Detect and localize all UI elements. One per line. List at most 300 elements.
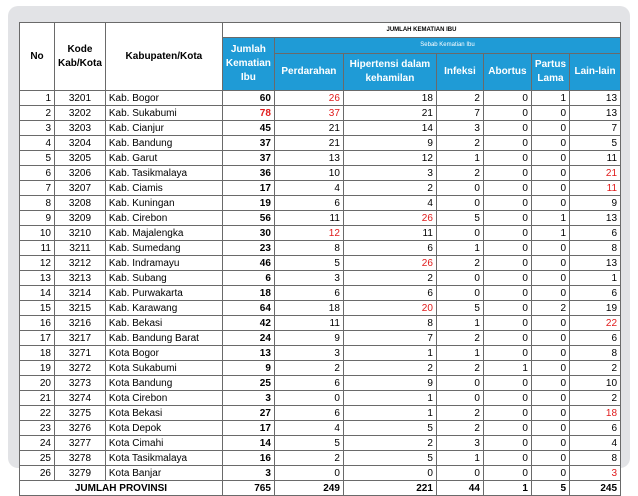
row-infeksi: 1: [436, 316, 483, 331]
row-kode: 3203: [55, 121, 106, 136]
table-row: [20, 391, 621, 406]
row-perdarahan: 6: [274, 196, 343, 211]
table-row: [20, 271, 621, 286]
row-hipertensi: 26: [343, 211, 436, 226]
row-kode: 3275: [55, 406, 106, 421]
header-cause: Hipertensi dalam kehamilan: [343, 53, 436, 90]
total-value: 5: [531, 481, 569, 496]
row-perdarahan: 11: [274, 316, 343, 331]
row-kode: 3202: [55, 106, 106, 121]
row-kode: 3214: [55, 286, 106, 301]
row-kode: 3209: [55, 211, 106, 226]
row-kode: 3273: [55, 376, 106, 391]
row-jumlah: 23: [222, 241, 274, 256]
row-perdarahan: 5: [274, 256, 343, 271]
total-value: 221: [343, 481, 436, 496]
row-hipertensi: 7: [343, 331, 436, 346]
total-label: JUMLAH PROVINSI: [20, 481, 223, 496]
table-row: [20, 136, 621, 151]
row-no: 18: [20, 346, 55, 361]
row-hipertensi: 21: [343, 106, 436, 121]
row-infeksi: 7: [436, 106, 483, 121]
row-kabupaten: Kab. Cirebon: [105, 211, 222, 226]
row-infeksi: 2: [436, 256, 483, 271]
table-row: [20, 166, 621, 181]
row-kabupaten: Kota Banjar: [105, 466, 222, 481]
header-kode: Kode Kab/Kota: [55, 23, 106, 91]
row-jumlah: 17: [222, 181, 274, 196]
row-partus-lama: 0: [531, 271, 569, 286]
row-no: 12: [20, 256, 55, 271]
row-kode: 3213: [55, 271, 106, 286]
row-lain-lain: 19: [570, 301, 621, 316]
row-lain-lain: 2: [570, 361, 621, 376]
row-abortus: 0: [483, 106, 531, 121]
row-kabupaten: Kab. Bekasi: [105, 316, 222, 331]
row-no: 25: [20, 451, 55, 466]
row-no: 5: [20, 151, 55, 166]
row-kabupaten: Kab. Sukabumi: [105, 106, 222, 121]
row-perdarahan: 6: [274, 286, 343, 301]
row-hipertensi: 6: [343, 241, 436, 256]
row-abortus: 0: [483, 451, 531, 466]
row-infeksi: 0: [436, 181, 483, 196]
row-jumlah: 3: [222, 466, 274, 481]
row-hipertensi: 12: [343, 151, 436, 166]
row-kode: 3272: [55, 361, 106, 376]
row-jumlah: 14: [222, 436, 274, 451]
row-abortus: 0: [483, 421, 531, 436]
header-cause: Infeksi: [436, 53, 483, 90]
row-abortus: 0: [483, 346, 531, 361]
row-abortus: 0: [483, 166, 531, 181]
row-lain-lain: 11: [570, 181, 621, 196]
row-hipertensi: 0: [343, 466, 436, 481]
row-hipertensi: 5: [343, 421, 436, 436]
row-no: 4: [20, 136, 55, 151]
row-kabupaten: Kota Bekasi: [105, 406, 222, 421]
row-hipertensi: 20: [343, 301, 436, 316]
row-partus-lama: 0: [531, 286, 569, 301]
row-partus-lama: 0: [531, 256, 569, 271]
row-jumlah: 3: [222, 391, 274, 406]
row-no: 17: [20, 331, 55, 346]
row-abortus: 0: [483, 211, 531, 226]
row-abortus: 0: [483, 466, 531, 481]
row-partus-lama: 0: [531, 451, 569, 466]
row-jumlah: 60: [222, 91, 274, 106]
row-hipertensi: 6: [343, 286, 436, 301]
row-infeksi: 1: [436, 451, 483, 466]
row-kabupaten: Kab. Tasikmalaya: [105, 166, 222, 181]
row-abortus: 0: [483, 136, 531, 151]
row-lain-lain: 13: [570, 106, 621, 121]
row-jumlah: 13: [222, 346, 274, 361]
header-jumlah: Jumlah Kematian Ibu: [222, 38, 274, 91]
row-infeksi: 2: [436, 136, 483, 151]
row-hipertensi: 14: [343, 121, 436, 136]
row-infeksi: 2: [436, 166, 483, 181]
row-hipertensi: 18: [343, 91, 436, 106]
row-perdarahan: 11: [274, 211, 343, 226]
table-row: [20, 256, 621, 271]
row-perdarahan: 3: [274, 271, 343, 286]
row-abortus: 0: [483, 151, 531, 166]
row-kode: 3271: [55, 346, 106, 361]
row-jumlah: 17: [222, 421, 274, 436]
row-jumlah: 37: [222, 136, 274, 151]
row-partus-lama: 0: [531, 196, 569, 211]
row-infeksi: 1: [436, 241, 483, 256]
row-lain-lain: 8: [570, 346, 621, 361]
row-no: 14: [20, 286, 55, 301]
row-partus-lama: 0: [531, 181, 569, 196]
row-kabupaten: Kab. Bandung: [105, 136, 222, 151]
row-partus-lama: 0: [531, 361, 569, 376]
row-abortus: 0: [483, 286, 531, 301]
row-abortus: 0: [483, 256, 531, 271]
row-infeksi: 3: [436, 121, 483, 136]
row-jumlah: 78: [222, 106, 274, 121]
row-hipertensi: 2: [343, 181, 436, 196]
row-no: 6: [20, 166, 55, 181]
row-hipertensi: 2: [343, 271, 436, 286]
row-kode: 3212: [55, 256, 106, 271]
header-cause: Partus Lama: [531, 53, 569, 90]
row-hipertensi: 3: [343, 166, 436, 181]
row-kode: 3277: [55, 436, 106, 451]
header-sebab: Sebab Kematian Ibu: [274, 38, 620, 54]
row-perdarahan: 4: [274, 181, 343, 196]
row-partus-lama: 0: [531, 241, 569, 256]
row-jumlah: 9: [222, 361, 274, 376]
row-abortus: 0: [483, 316, 531, 331]
row-infeksi: 0: [436, 376, 483, 391]
row-lain-lain: 6: [570, 331, 621, 346]
table-row: [20, 436, 621, 451]
row-abortus: 0: [483, 391, 531, 406]
row-infeksi: 3: [436, 436, 483, 451]
row-jumlah: 6: [222, 271, 274, 286]
row-kode: 3279: [55, 466, 106, 481]
row-infeksi: 0: [436, 286, 483, 301]
row-abortus: 0: [483, 406, 531, 421]
row-kode: 3206: [55, 166, 106, 181]
row-partus-lama: 0: [531, 376, 569, 391]
row-kabupaten: Kab. Garut: [105, 151, 222, 166]
row-jumlah: 25: [222, 376, 274, 391]
row-abortus: 0: [483, 436, 531, 451]
row-kabupaten: Kab. Sumedang: [105, 241, 222, 256]
row-lain-lain: 13: [570, 256, 621, 271]
table-row: [20, 121, 621, 136]
row-no: 24: [20, 436, 55, 451]
row-kode: 3210: [55, 226, 106, 241]
row-partus-lama: 0: [531, 106, 569, 121]
row-partus-lama: 0: [531, 151, 569, 166]
table-row: [20, 376, 621, 391]
row-no: 11: [20, 241, 55, 256]
row-no: 10: [20, 226, 55, 241]
total-value: 765: [222, 481, 274, 496]
row-no: 16: [20, 316, 55, 331]
row-infeksi: 0: [436, 226, 483, 241]
row-perdarahan: 37: [274, 106, 343, 121]
table-row: [20, 106, 621, 121]
row-abortus: 0: [483, 271, 531, 286]
row-kabupaten: Kota Cimahi: [105, 436, 222, 451]
row-partus-lama: 0: [531, 436, 569, 451]
row-abortus: 0: [483, 376, 531, 391]
row-kode: 3274: [55, 391, 106, 406]
row-no: 20: [20, 376, 55, 391]
row-no: 3: [20, 121, 55, 136]
row-infeksi: 2: [436, 406, 483, 421]
row-lain-lain: 6: [570, 226, 621, 241]
row-infeksi: 2: [436, 361, 483, 376]
row-hipertensi: 9: [343, 136, 436, 151]
row-hipertensi: 8: [343, 316, 436, 331]
row-partus-lama: 0: [531, 136, 569, 151]
row-perdarahan: 4: [274, 421, 343, 436]
row-partus-lama: 0: [531, 166, 569, 181]
row-jumlah: 27: [222, 406, 274, 421]
row-no: 9: [20, 211, 55, 226]
row-lain-lain: 3: [570, 466, 621, 481]
row-lain-lain: 18: [570, 406, 621, 421]
row-no: 21: [20, 391, 55, 406]
row-kabupaten: Kota Bandung: [105, 376, 222, 391]
row-lain-lain: 5: [570, 136, 621, 151]
row-lain-lain: 4: [570, 436, 621, 451]
row-abortus: 0: [483, 226, 531, 241]
row-perdarahan: 18: [274, 301, 343, 316]
row-partus-lama: 0: [531, 316, 569, 331]
row-abortus: 0: [483, 301, 531, 316]
table-row: [20, 466, 621, 481]
row-partus-lama: 0: [531, 406, 569, 421]
row-partus-lama: 1: [531, 211, 569, 226]
row-jumlah: 45: [222, 121, 274, 136]
row-abortus: 0: [483, 331, 531, 346]
table-row: [20, 241, 621, 256]
row-partus-lama: 0: [531, 346, 569, 361]
row-abortus: 0: [483, 241, 531, 256]
row-jumlah: 36: [222, 166, 274, 181]
row-hipertensi: 1: [343, 406, 436, 421]
row-jumlah: 16: [222, 451, 274, 466]
row-kode: 3278: [55, 451, 106, 466]
row-abortus: 1: [483, 361, 531, 376]
row-infeksi: 5: [436, 211, 483, 226]
table-row: [20, 421, 621, 436]
row-jumlah: 24: [222, 331, 274, 346]
row-no: 22: [20, 406, 55, 421]
row-infeksi: 0: [436, 196, 483, 211]
table-row: [20, 91, 621, 106]
row-perdarahan: 0: [274, 466, 343, 481]
row-infeksi: 1: [436, 151, 483, 166]
row-no: 23: [20, 421, 55, 436]
row-infeksi: 1: [436, 346, 483, 361]
row-partus-lama: 0: [531, 466, 569, 481]
total-value: 249: [274, 481, 343, 496]
row-kode: 3201: [55, 91, 106, 106]
row-infeksi: 2: [436, 421, 483, 436]
row-jumlah: 46: [222, 256, 274, 271]
row-perdarahan: 13: [274, 151, 343, 166]
row-lain-lain: 8: [570, 451, 621, 466]
row-hipertensi: 1: [343, 391, 436, 406]
row-kode: 3215: [55, 301, 106, 316]
row-lain-lain: 22: [570, 316, 621, 331]
row-hipertensi: 2: [343, 436, 436, 451]
row-perdarahan: 12: [274, 226, 343, 241]
row-perdarahan: 21: [274, 136, 343, 151]
row-kode: 3216: [55, 316, 106, 331]
header-no: No: [20, 23, 55, 91]
row-kode: 3205: [55, 151, 106, 166]
row-abortus: 0: [483, 121, 531, 136]
row-hipertensi: 5: [343, 451, 436, 466]
table-row: [20, 331, 621, 346]
row-jumlah: 64: [222, 301, 274, 316]
row-lain-lain: 8: [570, 241, 621, 256]
row-jumlah: 56: [222, 211, 274, 226]
total-value: 1: [483, 481, 531, 496]
row-kode: 3217: [55, 331, 106, 346]
row-jumlah: 19: [222, 196, 274, 211]
row-lain-lain: 9: [570, 196, 621, 211]
table-row: [20, 226, 621, 241]
row-infeksi: 5: [436, 301, 483, 316]
row-no: 2: [20, 106, 55, 121]
row-partus-lama: 0: [531, 391, 569, 406]
row-jumlah: 37: [222, 151, 274, 166]
row-abortus: 0: [483, 91, 531, 106]
row-kabupaten: Kab. Bogor: [105, 91, 222, 106]
row-perdarahan: 2: [274, 451, 343, 466]
row-perdarahan: 2: [274, 361, 343, 376]
row-lain-lain: 6: [570, 286, 621, 301]
header-cause: Perdarahan: [274, 53, 343, 90]
row-hipertensi: 1: [343, 346, 436, 361]
row-kabupaten: Kota Bogor: [105, 346, 222, 361]
row-no: 7: [20, 181, 55, 196]
row-lain-lain: 10: [570, 376, 621, 391]
row-kabupaten: Kota Cirebon: [105, 391, 222, 406]
row-perdarahan: 3: [274, 346, 343, 361]
row-hipertensi: 2: [343, 361, 436, 376]
row-kabupaten: Kota Sukabumi: [105, 361, 222, 376]
row-lain-lain: 1: [570, 271, 621, 286]
row-kabupaten: Kab. Subang: [105, 271, 222, 286]
row-infeksi: 0: [436, 271, 483, 286]
row-hipertensi: 4: [343, 196, 436, 211]
row-kode: 3207: [55, 181, 106, 196]
table-row: [20, 361, 621, 376]
total-value: 44: [436, 481, 483, 496]
row-kabupaten: Kab. Cianjur: [105, 121, 222, 136]
row-jumlah: 42: [222, 316, 274, 331]
row-kabupaten: Kab. Bandung Barat: [105, 331, 222, 346]
row-kabupaten: Kab. Karawang: [105, 301, 222, 316]
row-kode: 3208: [55, 196, 106, 211]
total-row: [20, 481, 621, 496]
table-row: [20, 286, 621, 301]
row-partus-lama: 0: [531, 331, 569, 346]
row-partus-lama: 0: [531, 121, 569, 136]
table-row: [20, 196, 621, 211]
header-cause: Abortus: [483, 53, 531, 90]
row-perdarahan: 5: [274, 436, 343, 451]
row-kode: 3204: [55, 136, 106, 151]
row-perdarahan: 21: [274, 121, 343, 136]
row-partus-lama: 1: [531, 226, 569, 241]
row-infeksi: 2: [436, 91, 483, 106]
row-infeksi: 2: [436, 331, 483, 346]
table-row: [20, 181, 621, 196]
row-perdarahan: 6: [274, 376, 343, 391]
table-row: [20, 301, 621, 316]
row-hipertensi: 11: [343, 226, 436, 241]
row-lain-lain: 7: [570, 121, 621, 136]
row-kode: 3211: [55, 241, 106, 256]
row-infeksi: 0: [436, 466, 483, 481]
table-row: [20, 316, 621, 331]
table-row: [20, 406, 621, 421]
row-infeksi: 0: [436, 391, 483, 406]
row-perdarahan: 8: [274, 241, 343, 256]
row-perdarahan: 10: [274, 166, 343, 181]
row-perdarahan: 26: [274, 91, 343, 106]
row-lain-lain: 2: [570, 391, 621, 406]
row-kabupaten: Kab. Indramayu: [105, 256, 222, 271]
row-no: 26: [20, 466, 55, 481]
row-perdarahan: 9: [274, 331, 343, 346]
table-row: [20, 211, 621, 226]
total-value: 245: [570, 481, 621, 496]
row-no: 1: [20, 91, 55, 106]
row-jumlah: 30: [222, 226, 274, 241]
row-hipertensi: 9: [343, 376, 436, 391]
row-no: 15: [20, 301, 55, 316]
maternal-death-table: [19, 22, 621, 496]
row-kabupaten: Kab. Majalengka: [105, 226, 222, 241]
row-lain-lain: 13: [570, 211, 621, 226]
table-row: [20, 346, 621, 361]
row-lain-lain: 21: [570, 166, 621, 181]
row-abortus: 0: [483, 181, 531, 196]
row-kabupaten: Kota Tasikmalaya: [105, 451, 222, 466]
row-lain-lain: 13: [570, 91, 621, 106]
row-perdarahan: 0: [274, 391, 343, 406]
header-group-title: JUMLAH KEMATIAN IBU: [222, 23, 620, 38]
header-cause: Lain-lain: [570, 53, 621, 90]
row-kode: 3276: [55, 421, 106, 436]
row-lain-lain: 6: [570, 421, 621, 436]
row-partus-lama: 1: [531, 91, 569, 106]
row-perdarahan: 6: [274, 406, 343, 421]
row-kabupaten: Kota Depok: [105, 421, 222, 436]
table-row: [20, 151, 621, 166]
table-row: [20, 451, 621, 466]
row-lain-lain: 11: [570, 151, 621, 166]
row-no: 8: [20, 196, 55, 211]
row-partus-lama: 2: [531, 301, 569, 316]
row-kabupaten: Kab. Purwakarta: [105, 286, 222, 301]
row-hipertensi: 26: [343, 256, 436, 271]
